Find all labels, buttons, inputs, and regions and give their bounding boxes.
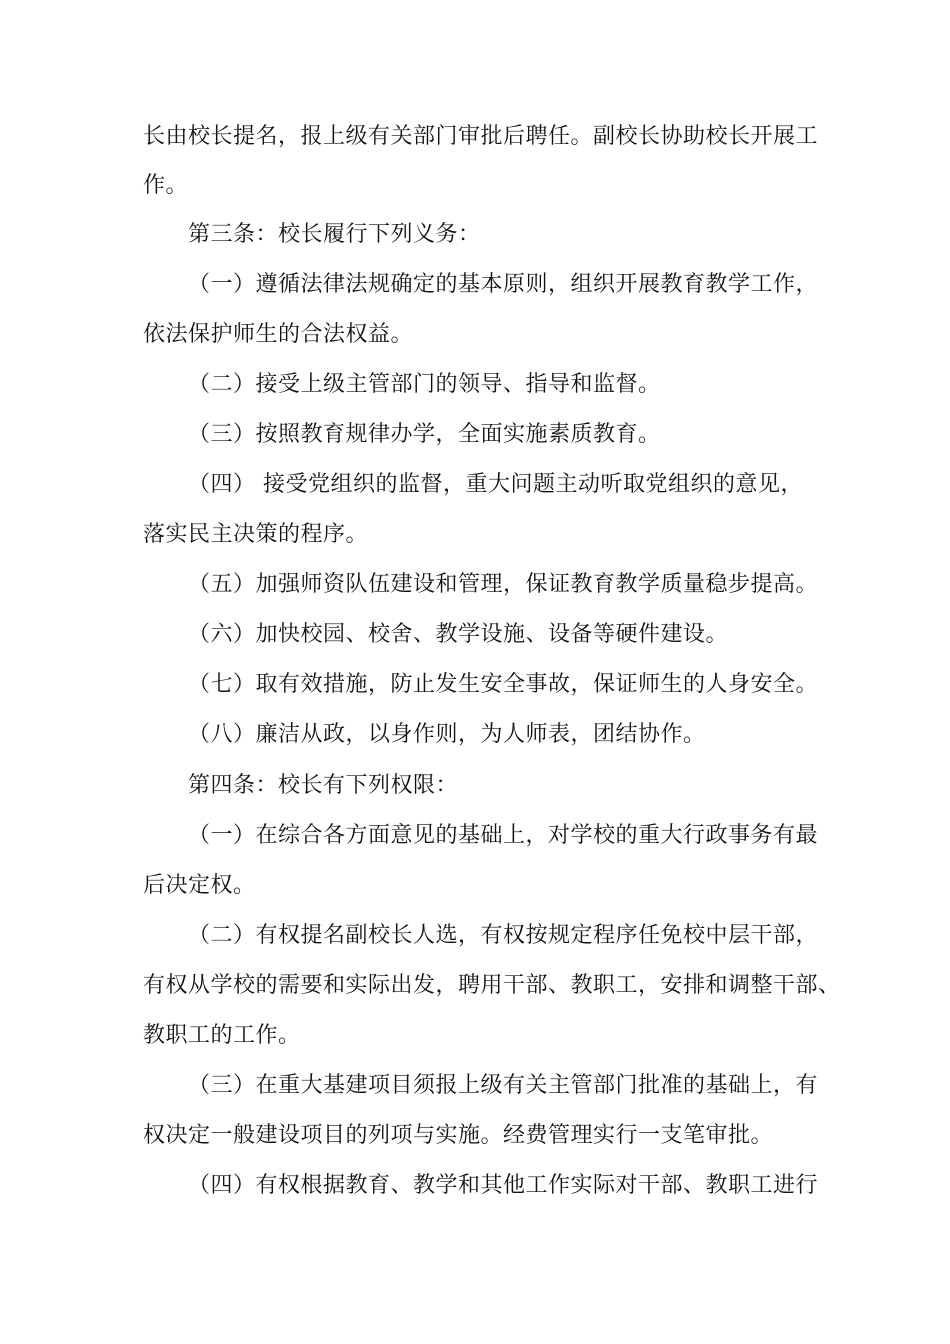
paragraph-line: （六）加快校园、校舍、教学设施、设备等硬件建设。 [188, 622, 729, 647]
paragraph-line: （一）在综合各方面意见的基础上，对学校的重大行政事务有最 [188, 823, 819, 848]
paragraph-line: （四）有权根据教育、教学和其他工作实际对干部、教职工进行 [188, 1173, 819, 1198]
paragraph-line: 作。 [143, 173, 189, 198]
paragraph-line: 教职工的工作。 [143, 1023, 301, 1048]
paragraph-line: 落实民主决策的程序。 [143, 522, 369, 547]
paragraph-line: 有权从学校的需要和实际出发，聘用干部、教职工，安排和调整干部、 [143, 973, 841, 998]
paragraph-line: （三）按照教育规律办学，全面实施素质教育。 [188, 422, 661, 447]
paragraph-line: （四） 接受党组织的监督，重大问题主动听取党组织的意见， [188, 472, 803, 497]
paragraph-line: 长由校长提名，报上级有关部门审批后聘任。副校长协助校长开展工 [143, 124, 819, 149]
paragraph-line: 后决定权。 [143, 873, 256, 898]
paragraph-line: 权决定一般建设项目的列项与实施。经费管理实行一支笔审批。 [143, 1123, 774, 1148]
paragraph-line: （七）取有效措施，防止发生安全事故，保证师生的人身安全。 [188, 672, 819, 697]
paragraph-line: （二）接受上级主管部门的领导、指导和监督。 [188, 372, 661, 397]
paragraph-line: （八）廉洁从政，以身作则，为人师表，团结协作。 [188, 722, 706, 747]
article-heading: 第三条：校长履行下列义务： [188, 222, 481, 247]
paragraph-line: （三）在重大基建项目须报上级有关主管部门批准的基础上，有 [188, 1073, 819, 1098]
paragraph-line: （二）有权提名副校长人选，有权按规定程序任免校中层干部， [188, 923, 819, 948]
paragraph-line: 依法保护师生的合法权益。 [143, 322, 414, 347]
paragraph-line: （一）遵循法律法规确定的基本原则，组织开展教育教学工作， [188, 272, 819, 297]
article-heading: 第四条：校长有下列权限： [188, 773, 459, 798]
paragraph-line: （五）加强师资队伍建设和管理，保证教育教学质量稳步提高。 [188, 572, 819, 597]
